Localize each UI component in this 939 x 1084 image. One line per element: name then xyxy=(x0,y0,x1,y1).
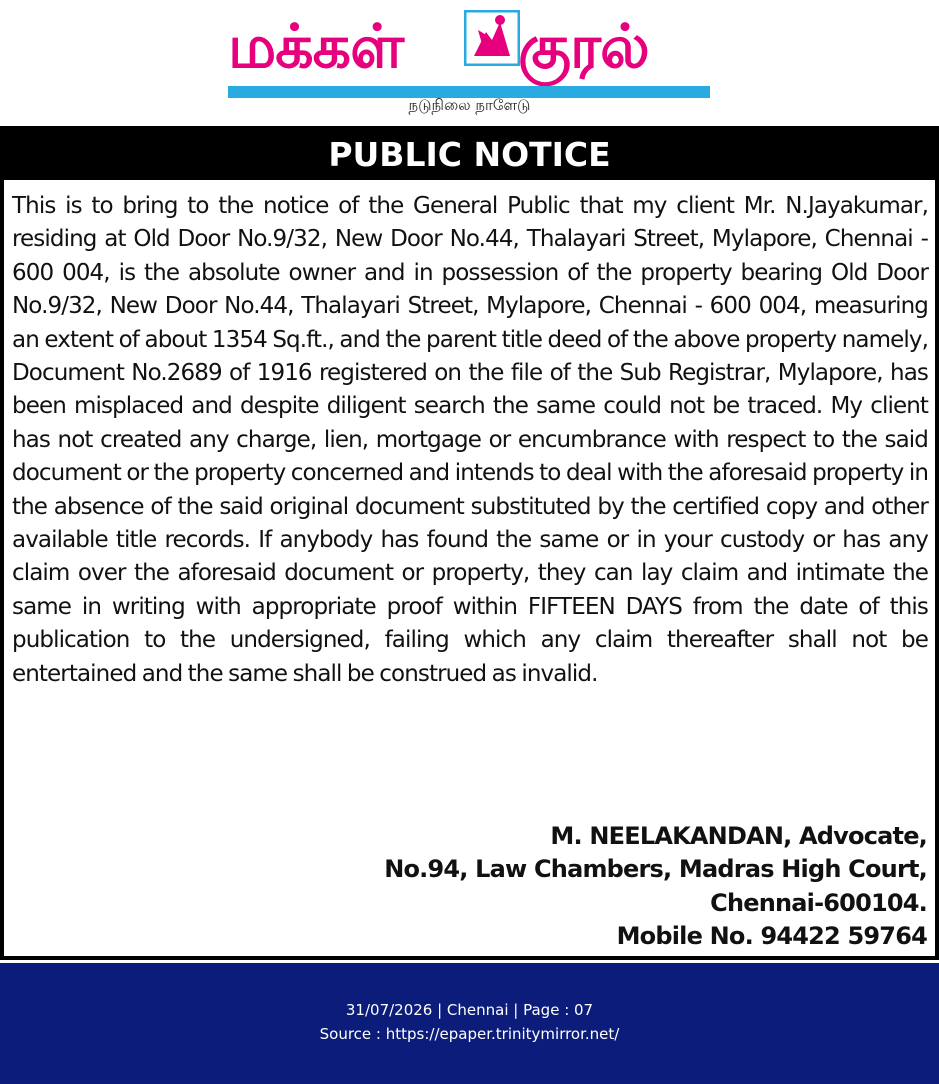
logo-text-left: மக்கள் xyxy=(228,12,404,82)
signature-address-line-2: Chennai-600104. xyxy=(710,888,927,917)
signature-block xyxy=(227,820,927,954)
notice-frame xyxy=(0,126,939,960)
footer-meta: 31/07/2026 | Chennai | Page : 07 xyxy=(345,1001,594,1019)
notice-title: PUBLIC NOTICE xyxy=(328,135,611,174)
footer-bar xyxy=(0,963,939,1084)
footer-source-link[interactable]: Source : https://epaper.trinitymirror.net/ xyxy=(319,1025,620,1043)
signature-mobile: Mobile No. 94422 59764 xyxy=(616,922,927,951)
signature-address-line-1: No.94, Law Chambers, Madras High Court, xyxy=(384,855,927,884)
masthead xyxy=(0,0,939,126)
signature-name: M. NEELAKANDAN, Advocate, xyxy=(550,822,927,850)
logo-emblem-icon xyxy=(464,10,520,66)
notice-body-text: This is to bring to the notice of the General Public that my client Mr. N.Jayakumar, residing at Old Door No.9/32, New Door No.44, Thalayari Street, Mylapore, Chennai - 600 004, is the absolute owner and in possession of the property bearing Old Door No.9/32, New Door No.44, Thalayari Street, Mylapore, Chennai - 600 004, measuring an extent of about 1354 Sq.ft., and the parent title deed of the above property namely, Document No.2689 of 1916 registered on the file of the Sub Registrar, Mylapore, has been misplaced and despite diligent search the same could not be traced. My client has not created any charge, lien, mortgage or encumbrance with respect to the said document or the property concerned and intends to deal with the aforesaid property in the absence of the said original document substituted by the certified copy and other available title records. If anybody has found the same or in your custody or has any claim over the aforesaid document or property, they can lay claim and intimate the same in writing with appropriate proof within FIFTEEN DAYS from the date of this publication to the undersigned, failing which any claim thereafter shall not be entertained and the same shall be construed as invalid. xyxy=(12,193,928,687)
masthead-tagline: நடுநிலை நாளேடு xyxy=(408,96,531,114)
logo-text-right: குரல் xyxy=(518,12,649,82)
newspaper-logo xyxy=(228,6,710,96)
notice-body-box xyxy=(4,180,935,956)
